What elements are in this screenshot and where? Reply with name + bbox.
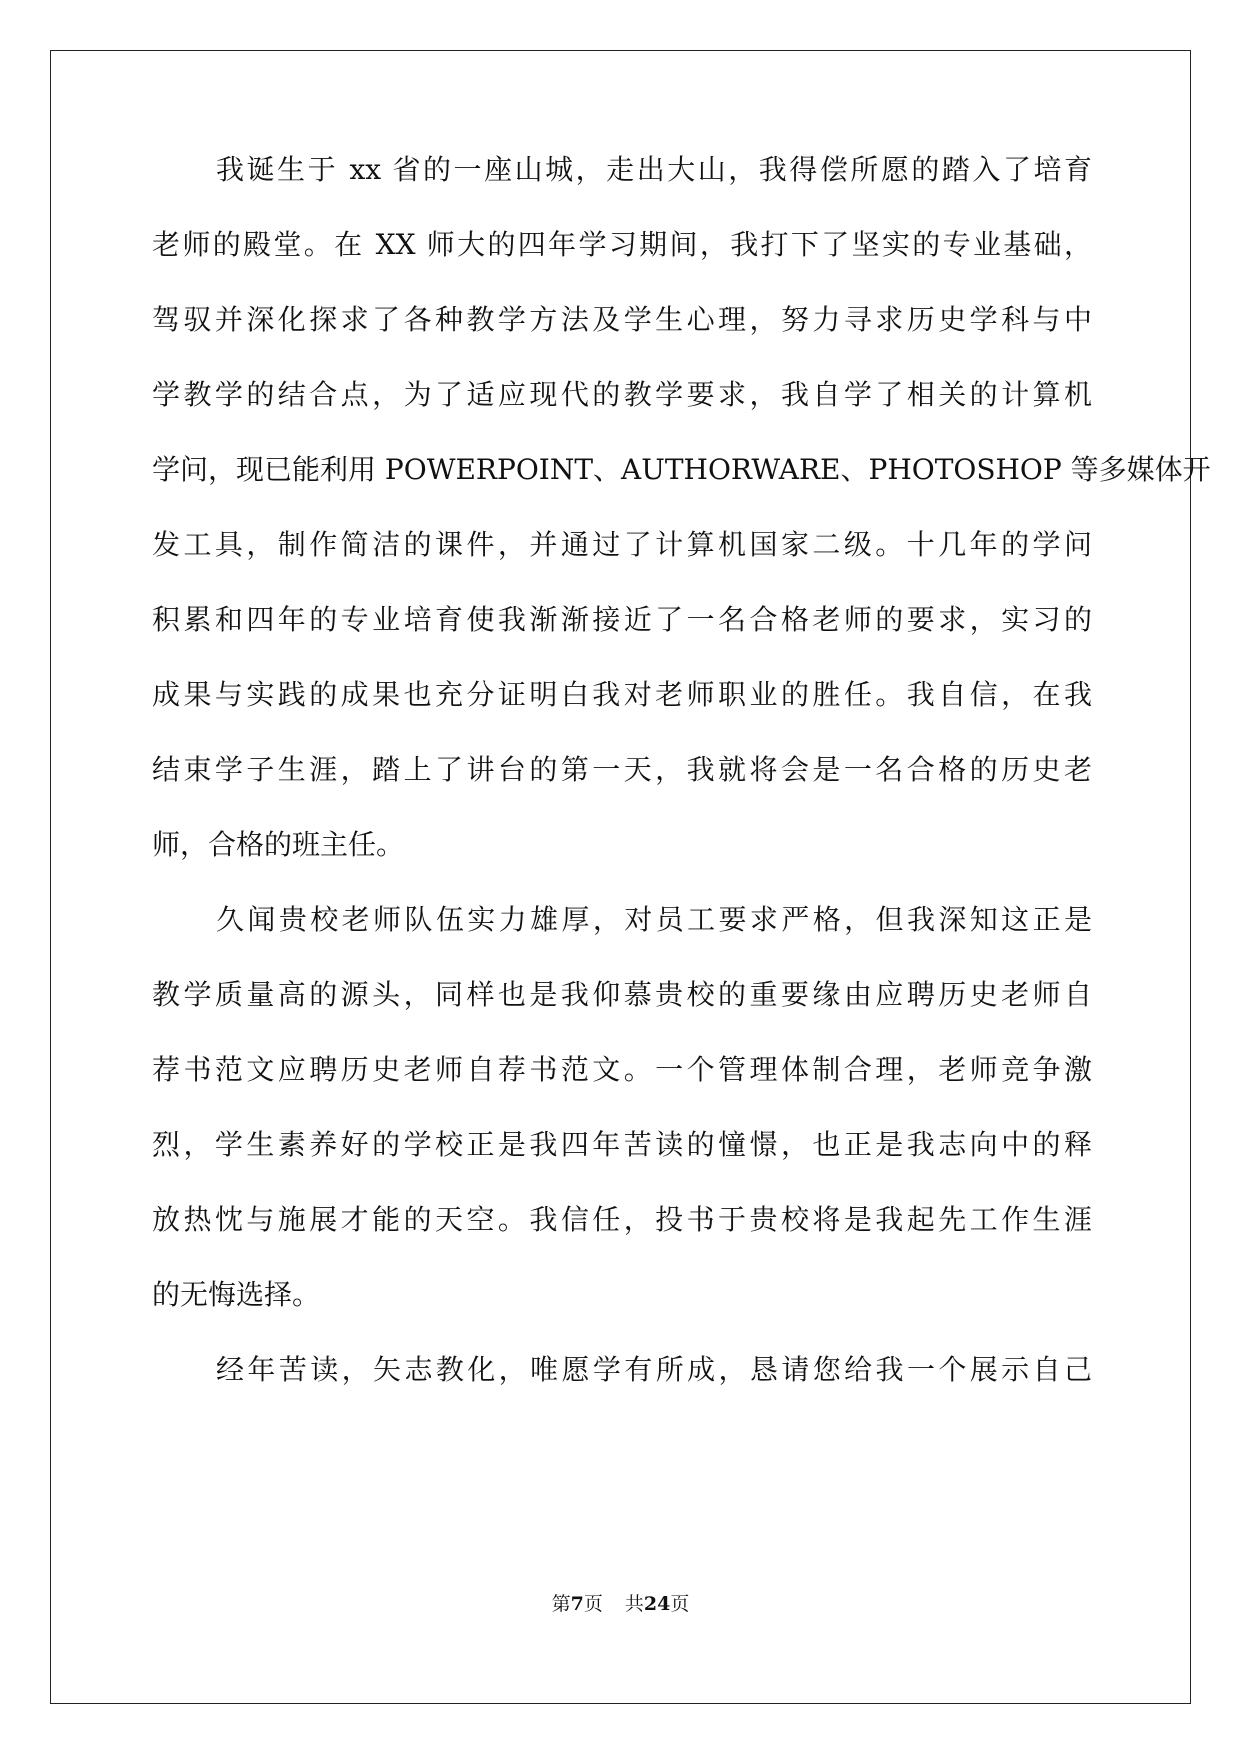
current-page-number: 7 <box>570 1593 584 1615</box>
paragraph-3-line-1: 经年苦读，矢志教化，唯愿学有所成，恳请您给我一个展示自己 <box>216 1353 1092 1386</box>
total-label-unit: 页 <box>670 1593 690 1615</box>
paragraph-1-line-1: 我诞生于 xx 省的一座山城，走出大山，我得偿所愿的踏入了培育 <box>216 153 1092 186</box>
paragraph-1-line-6: 发工具，制作简洁的课件，并通过了计算机国家二级。十几年的学问 <box>152 528 1092 561</box>
paragraph-2-line-4: 烈，学生素养好的学校正是我四年苦读的憧憬，也正是我志向中的释 <box>152 1128 1092 1161</box>
page-border <box>50 50 1211 1704</box>
total-page-count: 24 <box>643 1593 671 1615</box>
page-label-prefix: 第 <box>551 1593 571 1615</box>
paragraph-2-line-1: 久闻贵校老师队伍实力雄厚，对员工要求严格，但我深知这正是 <box>216 903 1092 936</box>
paragraph-1-line-5: 学问，现已能利用 POWERPOINT、AUTHORWARE、PHOTOSHOP 等多媒体开 <box>152 453 1211 486</box>
paragraph-1-line-9: 结束学子生涯，踏上了讲台的第一天，我就将会是一名合格的历史老 <box>152 753 1092 786</box>
page-footer <box>0 1592 1241 1616</box>
paragraph-1-line-8: 成果与实践的成果也充分证明白我对老师职业的胜任。我自信，在我 <box>152 678 1092 711</box>
paragraph-1-line-2: 老师的殿堂。在 XX 师大的四年学习期间，我打下了坚实的专业基础， <box>152 228 1092 261</box>
paragraph-2-line-6: 的无悔选择。 <box>152 1278 321 1311</box>
paragraph-1-line-3: 驾驭并深化探求了各种教学方法及学生心理，努力寻求历史学科与中 <box>152 303 1092 336</box>
paragraph-2-line-5: 放热忱与施展才能的天空。我信任，投书于贵校将是我起先工作生涯 <box>152 1203 1092 1236</box>
paragraph-1-line-7: 积累和四年的专业培育使我渐渐接近了一名合格老师的要求，实习的 <box>152 603 1092 636</box>
page-label-unit: 页 <box>583 1593 603 1615</box>
paragraph-1-line-10: 师，合格的班主任。 <box>152 828 405 861</box>
paragraph-2-line-3: 荐书范文应聘历史老师自荐书范文。一个管理体制合理，老师竞争激 <box>152 1053 1092 1086</box>
paragraph-2-line-2: 教学质量高的源头，同样也是我仰慕贵校的重要缘由应聘历史老师自 <box>152 978 1092 1011</box>
total-label-prefix: 共 <box>624 1593 644 1615</box>
paragraph-1-line-4: 学教学的结合点，为了适应现代的教学要求，我自学了相关的计算机 <box>152 378 1092 411</box>
